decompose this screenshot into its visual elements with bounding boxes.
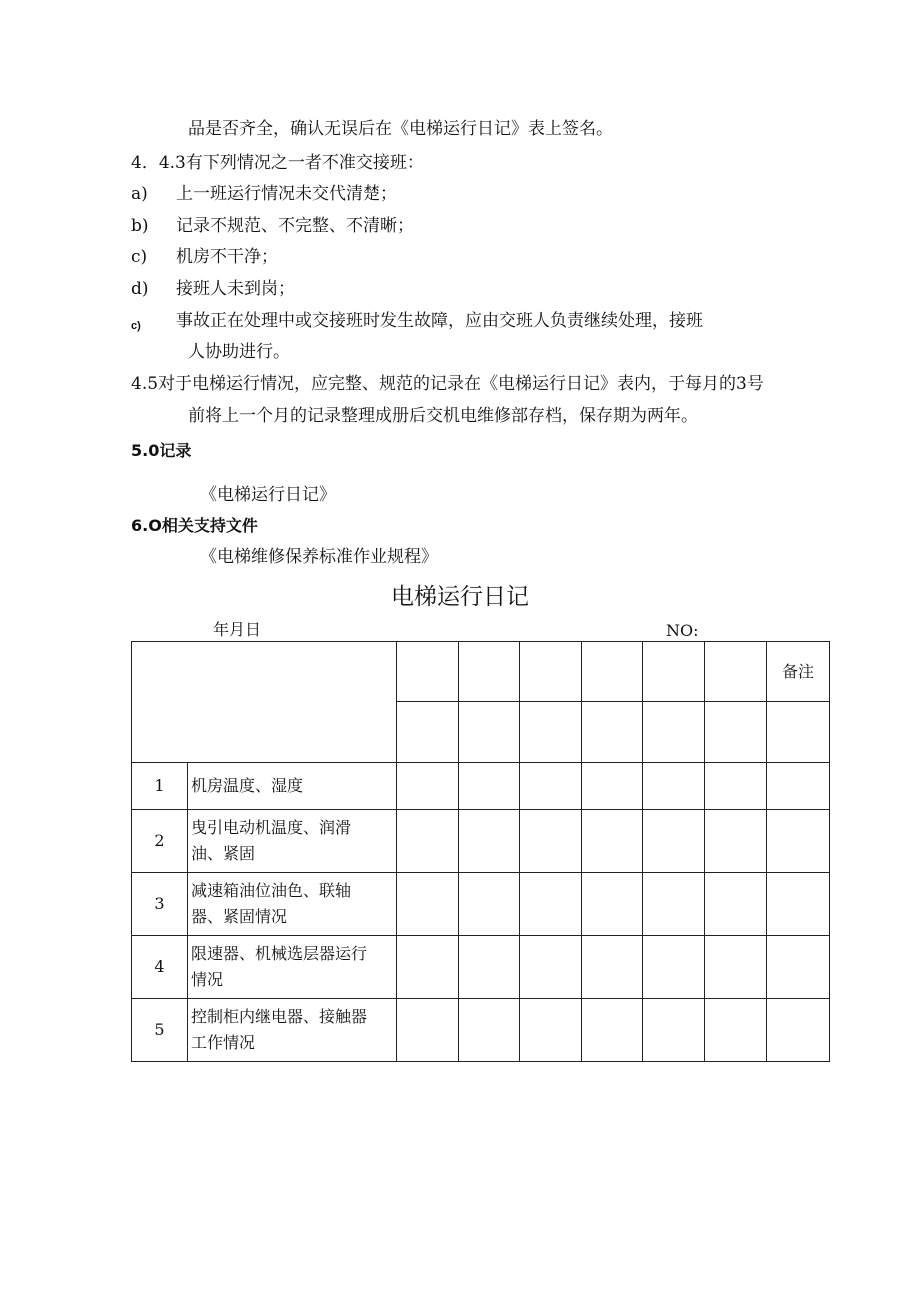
clause-4-5-line2: 前将上一个月的记录整理成册后交机电维修部存档，保存期为两年。	[188, 406, 698, 426]
no-label: NO:	[666, 621, 699, 640]
blank-cell	[643, 642, 705, 702]
blank-cell	[582, 810, 643, 873]
row-number: 2	[132, 810, 188, 873]
check-item	[188, 810, 397, 873]
list-text: 事故正在处理中或交接班时发生故障，应由交班人负责继续处理，接班	[176, 311, 703, 331]
blank-cell	[397, 873, 459, 936]
check-item	[188, 873, 397, 936]
blank-cell	[705, 763, 767, 810]
blank-cell	[767, 810, 830, 873]
check-item-line2: 油、紧固	[191, 844, 256, 863]
blank-cell	[459, 999, 520, 1062]
check-item-line2: 工作情况	[191, 1033, 256, 1052]
check-item-line2: 情况	[191, 970, 224, 989]
list-text: 记录不规范、不完整、不清晰；	[176, 216, 414, 236]
table-row	[132, 873, 830, 936]
blank-cell	[520, 810, 582, 873]
list-marker: a)	[131, 184, 148, 204]
blank-cell	[520, 642, 582, 702]
blank-cell	[459, 642, 520, 702]
blank-cell	[520, 999, 582, 1062]
blank-cell	[397, 999, 459, 1062]
blank-cell	[705, 642, 767, 702]
form-title: 电梯运行日记	[391, 584, 529, 610]
blank-cell	[582, 702, 643, 763]
remark-header: 备注	[767, 642, 830, 702]
blank-cell	[582, 763, 643, 810]
check-item-line1: 限速器、机械选层器运行	[191, 944, 368, 963]
blank-cell	[643, 999, 705, 1062]
table-row	[132, 810, 830, 873]
blank-cell	[582, 936, 643, 999]
blank-cell	[459, 702, 520, 763]
list-marker: c)	[131, 247, 148, 267]
blank-cell	[643, 763, 705, 810]
blank-cell	[459, 873, 520, 936]
section-5-body: 《电梯运行日记》	[200, 485, 336, 505]
list-text: 上一班运行情况未交代清楚；	[176, 184, 397, 204]
blank-cell	[459, 763, 520, 810]
paragraph-continuation: 品是否齐全，确认无误后在《电梯运行日记》表上签名。	[188, 119, 613, 139]
table-row	[132, 936, 830, 999]
blank-cell	[643, 702, 705, 763]
blank-cell	[767, 936, 830, 999]
list-marker: d)	[131, 279, 149, 299]
elevator-log-table	[131, 641, 830, 1062]
blank-cell	[582, 873, 643, 936]
blank-cell	[767, 999, 830, 1062]
blank-cell	[705, 936, 767, 999]
clause-4-5-line1: 4.5对于电梯运行情况，应完整、规范的记录在《电梯运行日记》表内，于每月的3号	[131, 374, 764, 394]
blank-cell	[397, 936, 459, 999]
list-marker: b)	[131, 216, 149, 236]
blank-cell	[520, 936, 582, 999]
table-row	[132, 763, 830, 810]
section-6-heading: 6.O相关支持文件	[131, 516, 258, 535]
blank-cell	[705, 873, 767, 936]
blank-cell	[643, 873, 705, 936]
check-item	[188, 763, 397, 810]
check-item-text: 机房温度、湿度	[191, 776, 304, 795]
row-number: 1	[132, 763, 188, 810]
check-item-line1: 曳引电动机温度、润滑	[191, 818, 352, 837]
list-text: 机房不干净；	[176, 247, 278, 267]
header-blank-cell	[132, 642, 397, 763]
date-label: 年月日	[213, 620, 262, 639]
blank-cell	[520, 702, 582, 763]
blank-cell	[705, 702, 767, 763]
blank-cell	[459, 810, 520, 873]
blank-cell	[705, 999, 767, 1062]
list-item-continuation: 人协助进行。	[188, 342, 290, 362]
row-number: 5	[132, 999, 188, 1062]
header-row	[132, 642, 830, 702]
list-marker: c)	[131, 320, 141, 332]
blank-cell	[767, 873, 830, 936]
blank-cell	[520, 873, 582, 936]
row-number: 4	[132, 936, 188, 999]
blank-cell	[397, 642, 459, 702]
check-item	[188, 999, 397, 1062]
blank-cell	[397, 763, 459, 810]
section-5-heading: 5.0记录	[131, 441, 192, 460]
blank-cell	[459, 936, 520, 999]
blank-cell	[397, 810, 459, 873]
blank-cell	[397, 702, 459, 763]
blank-cell	[582, 642, 643, 702]
check-item-line1: 减速箱油位油色、联轴	[191, 881, 352, 900]
blank-cell	[643, 810, 705, 873]
check-item	[188, 936, 397, 999]
blank-cell	[520, 763, 582, 810]
blank-cell	[705, 810, 767, 873]
blank-cell	[582, 999, 643, 1062]
blank-cell	[767, 702, 830, 763]
blank-cell	[643, 936, 705, 999]
table-row	[132, 999, 830, 1062]
blank-cell	[767, 763, 830, 810]
clause-4-4-3: 4．4.3有下列情况之一者不准交接班：	[131, 153, 424, 173]
check-item-line1: 控制柜内继电器、接触器	[191, 1007, 368, 1026]
list-text: 接班人未到岗；	[176, 279, 295, 299]
row-number: 3	[132, 873, 188, 936]
section-6-body: 《电梯维修保养标准作业规程》	[200, 547, 438, 567]
check-item-line2: 器、紧固情况	[191, 907, 288, 926]
